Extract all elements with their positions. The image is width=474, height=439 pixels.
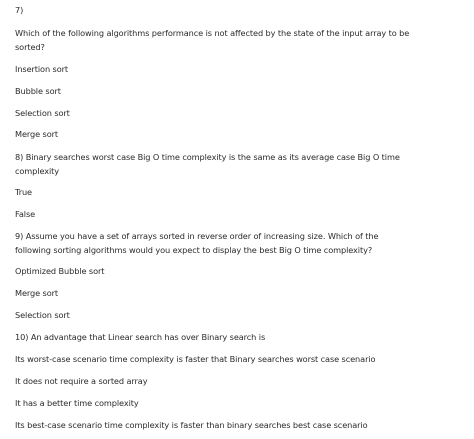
question-10-option-better-complexity[interactable]: It has a better time complexity bbox=[15, 398, 139, 408]
question-9-option-optimized-bubble-sort[interactable]: Optimized Bubble sort bbox=[15, 266, 105, 276]
question-7-option-merge-sort[interactable]: Merge sort bbox=[15, 129, 59, 139]
question-7-option-bubble-sort[interactable]: Bubble sort bbox=[15, 86, 61, 96]
question-8-text: 8) Binary searches worst case Big O time complexity is the same as its average case Big O time complexity bbox=[15, 152, 400, 176]
question-8-option-true[interactable]: True bbox=[15, 187, 32, 197]
question-7-text: Which of the following algorithms performance is not affected by the state of the input array to be sorted? bbox=[15, 28, 410, 52]
question-7-option-selection-sort[interactable]: Selection sort bbox=[15, 108, 70, 118]
question-9-option-merge-sort[interactable]: Merge sort bbox=[15, 288, 59, 298]
question-9-text: 9) Assume you have a set of arrays sorted in reverse order of increasing size. Which of the following sorting algorithms would you expect to display the best Big O time complexity? bbox=[15, 231, 379, 255]
question-7-option-insertion-sort[interactable]: Insertion sort bbox=[15, 64, 69, 74]
question-9-option-selection-sort[interactable]: Selection sort bbox=[15, 310, 70, 320]
question-10-option-worst-case-faster[interactable]: Its worst-case scenario time complexity is faster that Binary searches worst case scenario bbox=[15, 354, 376, 364]
question-8-option-false[interactable]: False bbox=[15, 209, 36, 219]
question-10-option-best-case-faster[interactable]: Its best-case scenario time complexity is faster than binary searches best case scenario bbox=[15, 420, 368, 430]
question-10-option-no-sorted-array[interactable]: It does not require a sorted array bbox=[15, 376, 148, 386]
question-7-number: 7) bbox=[15, 5, 24, 15]
question-10-text: 10) An advantage that Linear search has over Binary search is bbox=[15, 332, 266, 342]
